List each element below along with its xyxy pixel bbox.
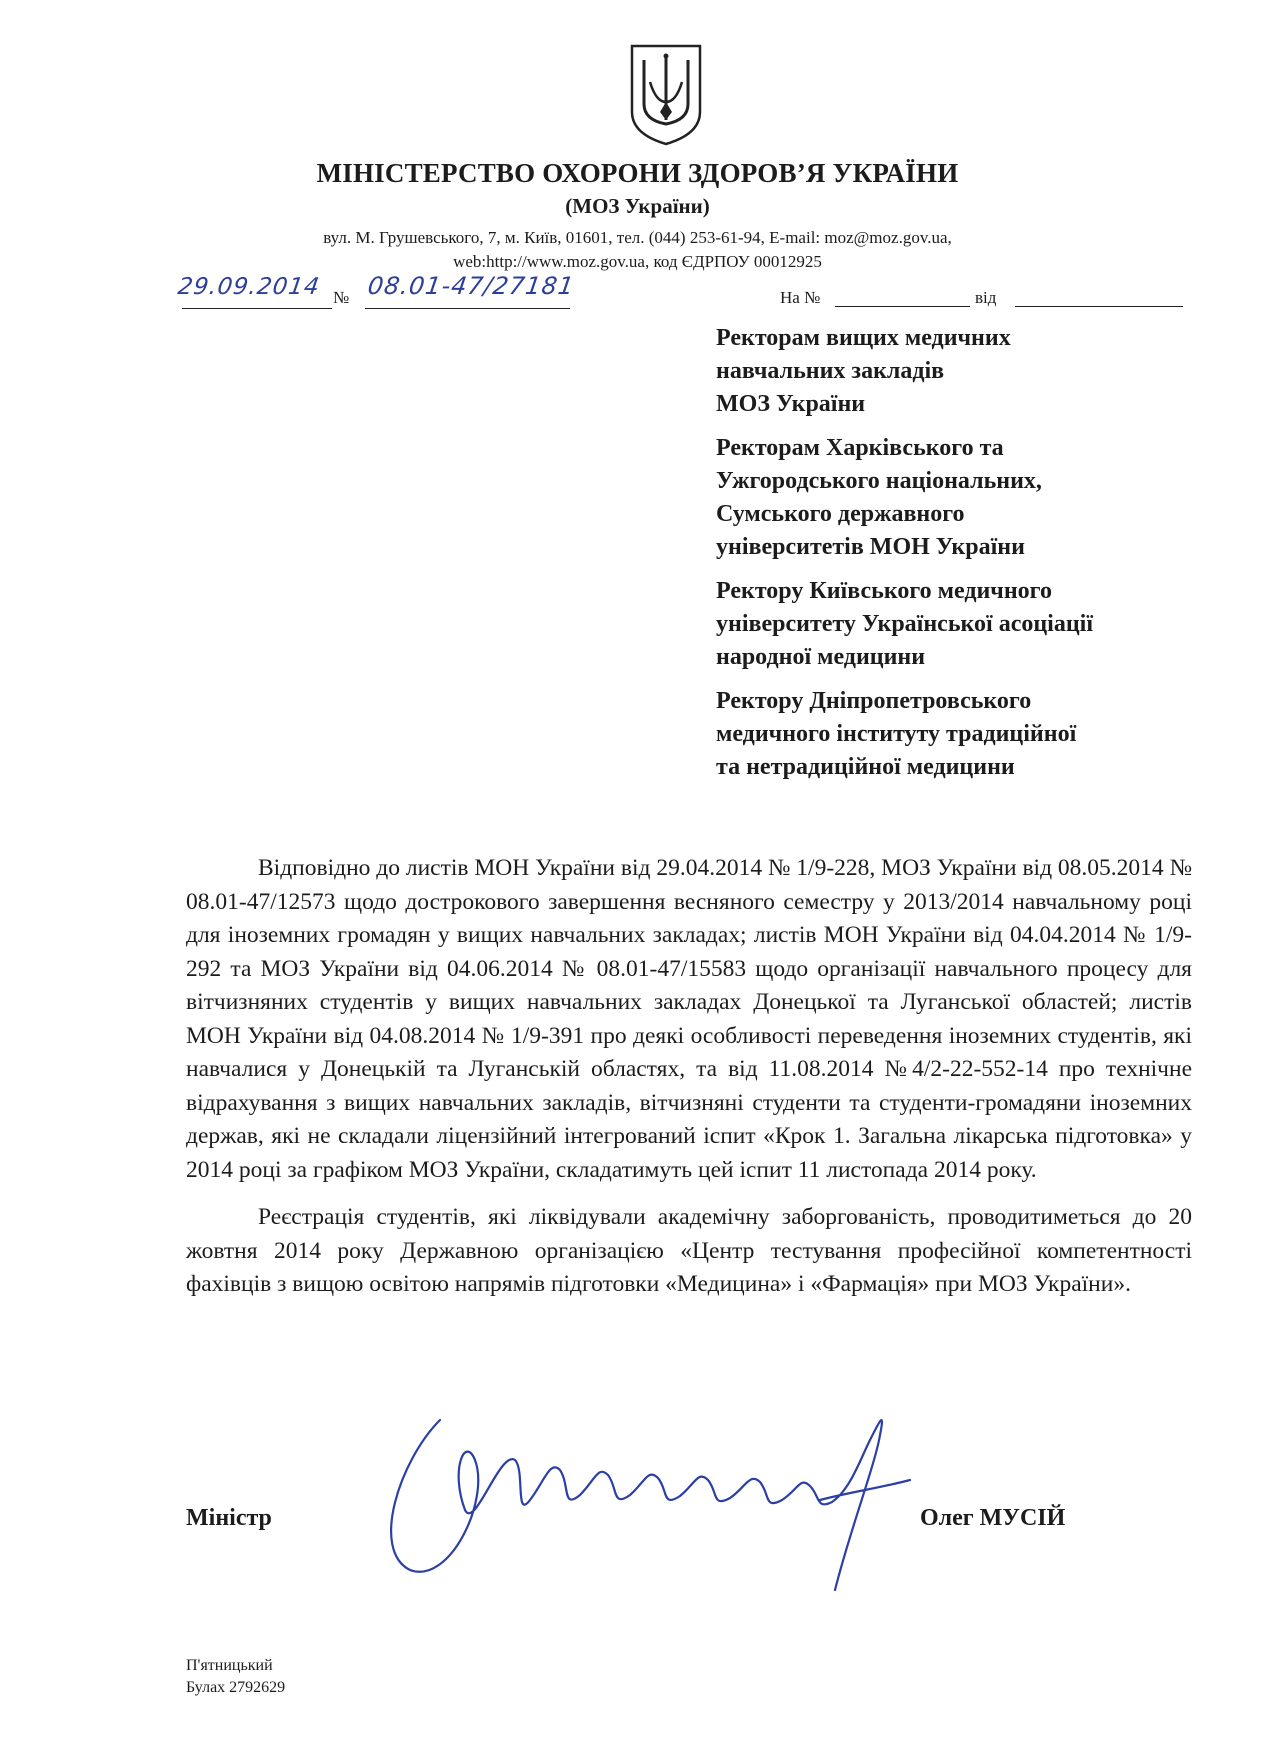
addressee-line: навчальних закладів [716, 358, 945, 384]
outgoing-date-handwritten: 29.09.2014 [176, 274, 322, 300]
ministry-abbreviation: (МОЗ України) [565, 194, 710, 218]
body-paragraph-2: Реєстрація студентів, які ліквідували академічну заборгованість, проводитиметься до 20 жовтня 2014 року Державною організацією «Центр тестування професійної компетентності фахівців з вищою освітою напрямів підготовки «Медицина» і «Фармація» при МОЗ України». [186, 1204, 1192, 1297]
addressee-line: Ректору Дніпропетровського [716, 688, 1032, 714]
signatory-name: Олег МУСІЙ [920, 1505, 1066, 1531]
executor-contact: Булах 2792629 [186, 1679, 286, 1696]
addressee-line: медичного інституту традиційної [716, 721, 1077, 747]
executor-name: П'ятницький [186, 1657, 273, 1674]
addressees-block [716, 322, 1236, 795]
reference-number-blank [835, 306, 970, 307]
addressee-line: та нетрадиційної медицини [716, 754, 1015, 780]
ministry-title: МІНІСТЕРСТВО ОХОРОНИ ЗДОРОВ’Я УКРАЇНИ [316, 158, 959, 188]
trident-coat-of-arms-icon [628, 42, 704, 148]
addressee-line: народної медицини [716, 644, 926, 670]
outgoing-number-sign: № [333, 288, 350, 307]
executor-info [186, 1655, 285, 1699]
addressee [716, 322, 1236, 421]
signatory-title: Міністр [186, 1505, 272, 1531]
addressee-line: університетів МОН України [716, 534, 1025, 560]
ministry-web-and-code: web:http://www.moz.gov.ua, код ЄДРПОУ 00012925 [453, 252, 822, 271]
outgoing-number-handwritten: 08.01-47/27181 [366, 272, 577, 300]
addressee-line: Ужгородського національних, [716, 468, 1042, 494]
handwritten-signature [380, 1380, 940, 1620]
addressee-line: Ректорам Харківського та [716, 435, 1004, 461]
addressee-line: Сумського державного [716, 501, 965, 527]
addressee [716, 685, 1236, 784]
addressee-line: Ректорам вищих медичних [716, 325, 1011, 351]
ministry-address: вул. М. Грушевського, 7, м. Київ, 01601, тел. (044) 253-61-94, E-mail: moz@moz.gov.ua, [323, 228, 952, 247]
addressee [716, 575, 1236, 674]
reference-date-blank [1015, 306, 1183, 307]
outgoing-date-underline [182, 308, 332, 309]
reference-number-label: На № [780, 288, 821, 307]
addressee [716, 432, 1236, 564]
addressee-line: університету Української асоціації [716, 611, 1094, 637]
body-paragraph-1: Відповідно до листів МОН України від 29.04.2014 № 1/9-228, МОЗ України від 08.05.2014 № 08.01-47/12573 щодо дострокового завершення весняного семестру у 2013/2014 навчальному році для іноземних громадян у вищих навчальних закладах; листів МОН України від 04.04.2014 № 1/9-292 та МОЗ України від 04.06.2014 № 08.01-47/15583 щодо організації навчального процесу для вітчизняних студентів у вищих навчальних закладах Донецької та Луганської областей; листів МОН України від 04.08.2014 № 1/9-391 про деякі особливості переведення іноземних студентів, які навчалися у Донецькій та Луганській областях, та від 11.08.2014 №4/2-22-552-14 про технічне відрахування з вищих навчальних закладів, вітчизняні студенти та студенти-громадяни іноземних держав, які не складали ліцензійний інтегрований іспит «Крок 1. Загальна лікарська підготовка» у 2014 році за графіком МОЗ України, складатимуть цей іспит 11 листопада 2014 року. [186, 855, 1192, 1183]
addressee-line: Ректору Київського медичного [716, 578, 1052, 604]
letter-body [186, 852, 1192, 1316]
reference-date-label: від [975, 288, 997, 307]
outgoing-number-underline [365, 308, 570, 309]
addressee-line: МОЗ України [716, 391, 866, 417]
